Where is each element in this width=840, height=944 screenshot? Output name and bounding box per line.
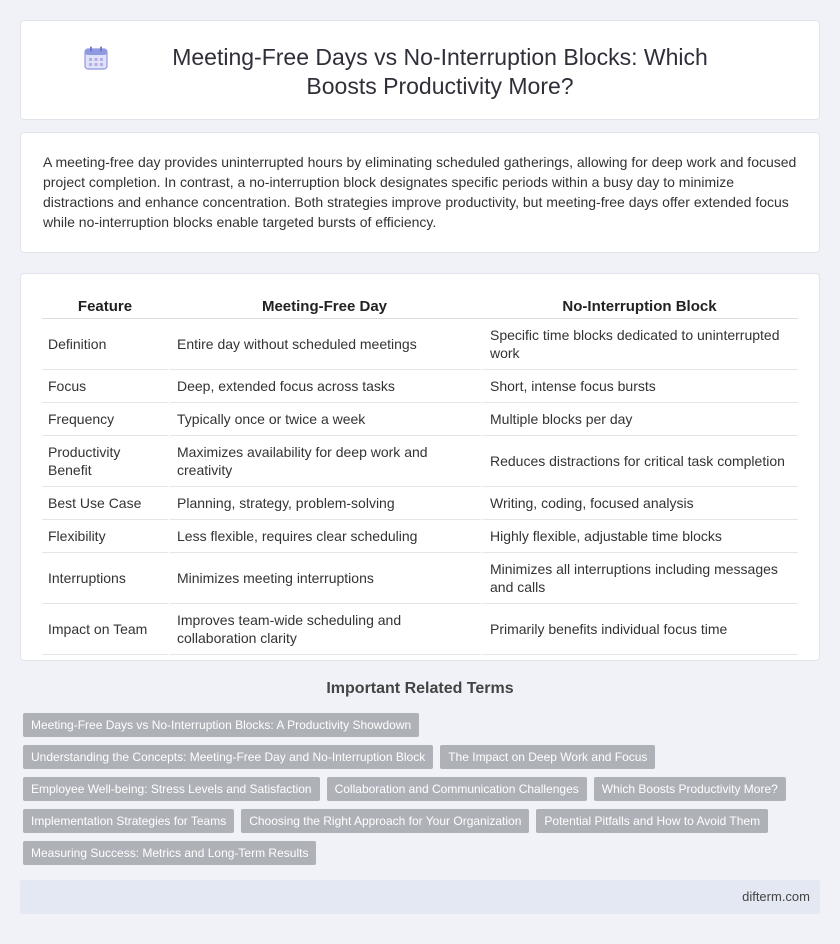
related-term-tag[interactable]: Meeting-Free Days vs No-Interruption Blocks: A Productivity Showdown — [23, 713, 419, 737]
table-cell: Maximizes availability for deep work and creativity — [168, 436, 481, 487]
related-term-tag[interactable]: Which Boosts Productivity More? — [594, 777, 786, 801]
table-cell: Frequency — [42, 403, 168, 436]
related-term-tag[interactable]: Collaboration and Communication Challenges — [327, 777, 587, 801]
table-cell: Entire day without scheduled meetings — [168, 319, 481, 370]
footer-bar — [20, 880, 820, 914]
tag-row — [23, 809, 823, 833]
table-cell: Typically once or twice a week — [168, 403, 481, 436]
table-row — [42, 319, 798, 370]
table-cell: Minimizes meeting interruptions — [168, 553, 481, 604]
related-term-tag[interactable]: The Impact on Deep Work and Focus — [440, 745, 655, 769]
table-cell: Interruptions — [42, 553, 168, 604]
tag-row — [23, 777, 823, 801]
column-header: No-Interruption Block — [481, 293, 798, 319]
related-term-tag[interactable]: Measuring Success: Metrics and Long-Term Results — [23, 841, 316, 865]
comparison-table — [42, 293, 798, 655]
tag-row — [23, 841, 823, 865]
table-cell: Best Use Case — [42, 487, 168, 520]
table-cell: Planning, strategy, problem-solving — [168, 487, 481, 520]
table-cell: Improves team-wide scheduling and collaboration clarity — [168, 604, 481, 655]
related-terms-list — [23, 713, 823, 873]
table-cell: Less flexible, requires clear scheduling — [168, 520, 481, 553]
table-row — [42, 553, 798, 604]
related-term-tag[interactable]: Employee Well-being: Stress Levels and Satisfaction — [23, 777, 320, 801]
table-cell: Flexibility — [42, 520, 168, 553]
table-cell: Productivity Benefit — [42, 436, 168, 487]
table-cell: Specific time blocks dedicated to uninterrupted work — [481, 319, 798, 370]
table-cell: Deep, extended focus across tasks — [168, 370, 481, 403]
footer-site-link[interactable]: difterm.com — [742, 889, 810, 904]
related-term-tag[interactable]: Potential Pitfalls and How to Avoid Them — [536, 809, 768, 833]
table-cell: Multiple blocks per day — [481, 403, 798, 436]
intro-paragraph: A meeting-free day provides uninterrupted hours by eliminating scheduled gatherings, allowing for deep work and focused project completion. In contrast, a no-interruption block designates specific periods within a busy day to minimize distractions and enhance concentration. Both strategies improve productivity, but meeting-free days offer extended focus while no-interruption blocks enable targeted bursts of efficiency. — [43, 154, 797, 230]
tag-row — [23, 745, 823, 769]
table-row — [42, 604, 798, 655]
table-cell: Writing, coding, focused analysis — [481, 487, 798, 520]
intro-card — [20, 132, 820, 253]
table-cell: Impact on Team — [42, 604, 168, 655]
table-cell: Primarily benefits individual focus time — [481, 604, 798, 655]
table-cell: Short, intense focus bursts — [481, 370, 798, 403]
table-row — [42, 520, 798, 553]
table-row — [42, 370, 798, 403]
related-terms-heading: Important Related Terms — [326, 680, 514, 697]
related-term-tag[interactable]: Implementation Strategies for Teams — [23, 809, 234, 833]
table-header-row — [42, 293, 798, 319]
column-header: Meeting-Free Day — [168, 293, 481, 319]
table-row — [42, 403, 798, 436]
table-cell: Definition — [42, 319, 168, 370]
table-cell: Minimizes all interruptions including messages and calls — [481, 553, 798, 604]
table-cell: Reduces distractions for critical task completion — [481, 436, 798, 487]
related-term-tag[interactable]: Choosing the Right Approach for Your Organization — [241, 809, 529, 833]
table-cell: Highly flexible, adjustable time blocks — [481, 520, 798, 553]
title-wrap — [21, 43, 819, 101]
comparison-card — [20, 273, 820, 661]
table-cell: Focus — [42, 370, 168, 403]
related-term-tag[interactable]: Understanding the Concepts: Meeting-Free Day and No-Interruption Block — [23, 745, 433, 769]
column-header: Feature — [42, 293, 168, 319]
table-row — [42, 487, 798, 520]
table-row — [42, 436, 798, 487]
title-card — [20, 20, 820, 120]
tag-row — [23, 713, 823, 737]
page-title: Meeting-Free Days vs No-Interruption Blocks: Which Boosts Productivity More? — [172, 44, 708, 99]
